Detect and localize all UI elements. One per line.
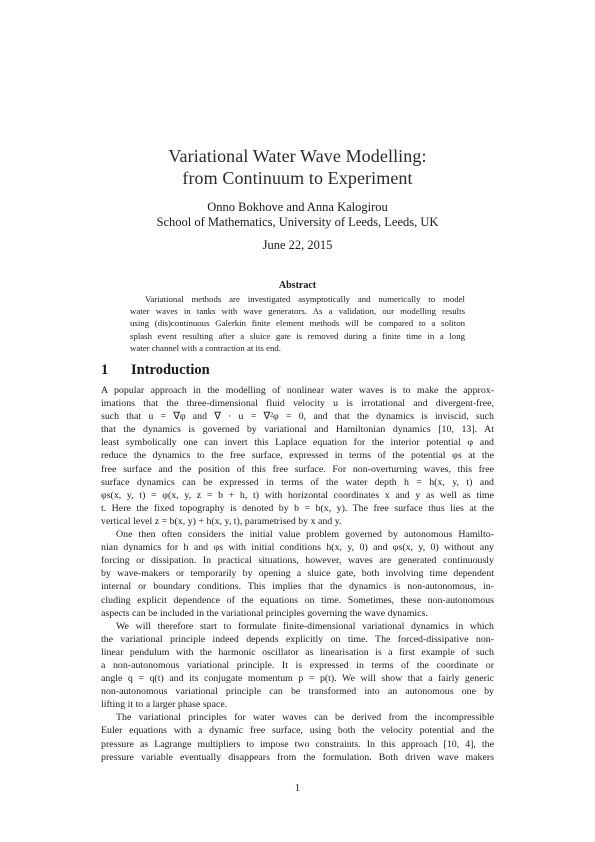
abstract-line: water waves in tanks with wave generators. As a validation, our modelling results bbox=[130, 306, 465, 317]
body-line: surface dynamics can be expressed in terms of the water depth h = h(x, y, t) and bbox=[101, 476, 494, 488]
body-line: pressure as Lagrange multipliers to impose two constraints. In this approach [10, 4], the bbox=[101, 738, 494, 750]
body-line: least symbolically one can invert this Laplace equation for the interior potential φ and bbox=[101, 437, 494, 449]
body-line: such that u = ∇φ and ∇ · u = ∇²φ = 0, and that the dynamics is inviscid, such bbox=[101, 411, 494, 423]
publication-date: June 22, 2015 bbox=[262, 238, 333, 252]
body-line: reduce the dynamics to the free surface, expressed in terms of the potential φs at the bbox=[101, 450, 494, 462]
body-line: forcing or dissipation. In practical situations, however, waves are generated continuously bbox=[101, 555, 494, 567]
abstract-line: Variational methods are investigated asymptotically and numerically to model bbox=[145, 294, 465, 304]
abstract-body bbox=[130, 293, 465, 354]
section-number: 1 bbox=[101, 362, 109, 378]
paper-title-line-1: Variational Water Wave Modelling: bbox=[168, 146, 427, 166]
paper-title-line-2: from Continuum to Experiment bbox=[182, 168, 413, 188]
body-line: by wave-makers or temporarily by opening a sluice gate, both involving time dependent bbox=[101, 568, 494, 580]
body-line: The variational principles for water waves can be derived from the incompressible bbox=[116, 712, 494, 724]
body-text bbox=[101, 384, 494, 764]
section-title: Introduction bbox=[131, 362, 210, 378]
body-line: nian dynamics for h and φs with initial conditions h(x, y, 0) and φs(x, y, 0) without any bbox=[101, 542, 494, 554]
body-line: free surface and the position of this free surface. For non-overturning waves, this free bbox=[101, 463, 494, 475]
body-line: linear pendulum with the harmonic oscillator as linearisation is a first example of such bbox=[101, 646, 494, 658]
body-line: pressure variable eventually disappears from the formulation. Both driven wave makers bbox=[101, 751, 494, 763]
body-line: cluding explicit dependence of the equations on time. Sometimes, these non-autonomous bbox=[101, 594, 494, 606]
body-line: imations that the three-dimensional fluid velocity u is irrotational and divergent-free, bbox=[101, 398, 494, 410]
body-line: non-autonomous variational principle can be transformed into an autonomous one by bbox=[101, 686, 494, 698]
body-line: internal or boundary conditions. This implies that the dynamics is non-autonomous, in- bbox=[101, 581, 494, 593]
body-line: One then often considers the initial value problem governed by autonomous Hamilto- bbox=[116, 529, 494, 541]
abstract-line: using (dis)continuous Galerkin finite element methods will be compared to a soliton bbox=[130, 318, 465, 329]
body-line: We will therefore start to formulate finite-dimensional variational dynamics in which bbox=[116, 620, 494, 632]
body-line: angle q = q(t) and its conjugate momentum p = p(t). We will show that a fairly generic bbox=[101, 673, 494, 685]
author-affiliation: School of Mathematics, University of Leeds, Leeds, UK bbox=[156, 215, 439, 229]
author-names: Onno Bokhove and Anna Kalogirou bbox=[207, 200, 388, 214]
page-number: 1 bbox=[295, 783, 300, 794]
body-line: that the dynamics is governed by variational and Hamiltonian dynamics [10, 13]. At bbox=[101, 424, 494, 436]
body-line: a non-autonomous variational principle. It is expressed in terms of the coordinate or bbox=[101, 659, 494, 671]
abstract-line: splash event resulting after a sluice gate is removed during a finite time in a long bbox=[130, 330, 465, 341]
abstract-heading: Abstract bbox=[278, 280, 317, 291]
body-line: φs(x, y, t) = φ(x, y, z = b + h, t) with horizontal coordinates x and y as well as time bbox=[101, 489, 494, 501]
body-line: vertical level z = b(x, y) + h(x, y, t), parametrised by x and y. bbox=[101, 515, 342, 527]
body-line: the variational principle indeed depends explicitly on time. The forced-dissipative non- bbox=[101, 633, 494, 645]
body-line: t. Here the fixed topography is denoted by b = b(x, y). The free surface thus lies at the bbox=[101, 502, 494, 514]
body-line: Euler equations with a dynamic free surface, using both the velocity potential and the bbox=[101, 725, 494, 737]
section-heading bbox=[101, 362, 210, 379]
body-line: A popular approach in the modelling of nonlinear water waves is to make the approx- bbox=[101, 385, 494, 396]
body-line: aspects can be included in the variational principles governing the wave dynamics. bbox=[101, 607, 428, 619]
abstract-line: water channel with a contraction at its end. bbox=[130, 342, 281, 353]
body-line: lifting it to a larger phase space. bbox=[101, 699, 228, 711]
